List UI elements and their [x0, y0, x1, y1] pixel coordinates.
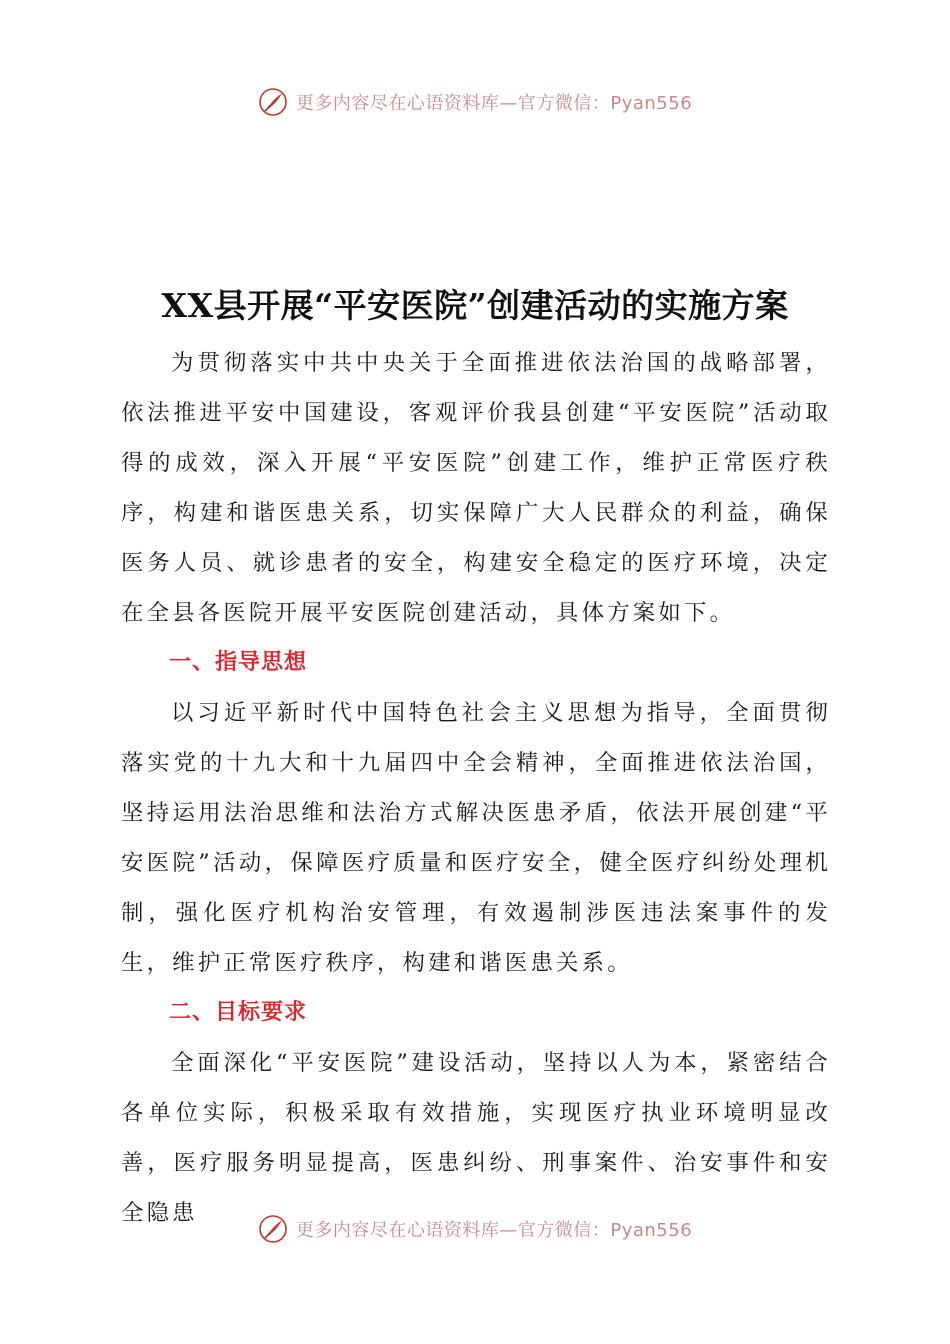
- watermark-text: 更多内容尽在心语资料库—官方微信：Pyan556: [295, 93, 693, 114]
- pen-feather-logo-icon: [258, 87, 288, 117]
- footer-watermark: [0, 1209, 950, 1249]
- goals-paragraph: 全面深化“平安医院”建设活动，坚持以人为本，紧密结合各单位实际，积极采取有效措施，实现医疗执业环境明显改善，医疗服务明显提高，医患纠纷、刑事案件、治安事件和安全隐患: [121, 1050, 831, 1226]
- section-heading-goals: 二、目标要求: [169, 1000, 308, 1025]
- document-body: [121, 338, 831, 1238]
- header-watermark: [0, 82, 950, 122]
- watermark-text: 更多内容尽在心语资料库—官方微信：Pyan556: [295, 1220, 693, 1241]
- intro-paragraph: 为贯彻落实中共中央关于全面推进依法治国的战略部署，依法推进平安中国建设，客观评价我县创建“平安医院”活动取得的成效，深入开展“平安医院”创建工作，维护正常医疗秩序，构建和谐医患关系，切实保障广大人民群众的利益，确保医务人员、就诊患者的安全，构建安全稳定的医疗环境，决定在全县各医院开展平安医院创建活动，具体方案如下。: [121, 350, 831, 626]
- section-heading-guiding-ideology: 一、指导思想: [169, 650, 308, 675]
- guiding-ideology-paragraph: 以习近平新时代中国特色社会主义思想为指导，全面贯彻落实党的十九大和十九届四中全会精神，全面推进依法治国，坚持运用法治思维和法治方式解决医患矛盾，依法开展创建“平安医院”活动，保障医疗质量和医疗安全，健全医疗纠纷处理机制，强化医疗机构治安管理，有效遏制涉医违法案事件的发生，维护正常医疗秩序，构建和谐医患关系。: [121, 700, 831, 976]
- pen-feather-logo-icon: [258, 1214, 288, 1244]
- document-title: XX县开展“平安医院”创建活动的实施方案: [161, 286, 789, 326]
